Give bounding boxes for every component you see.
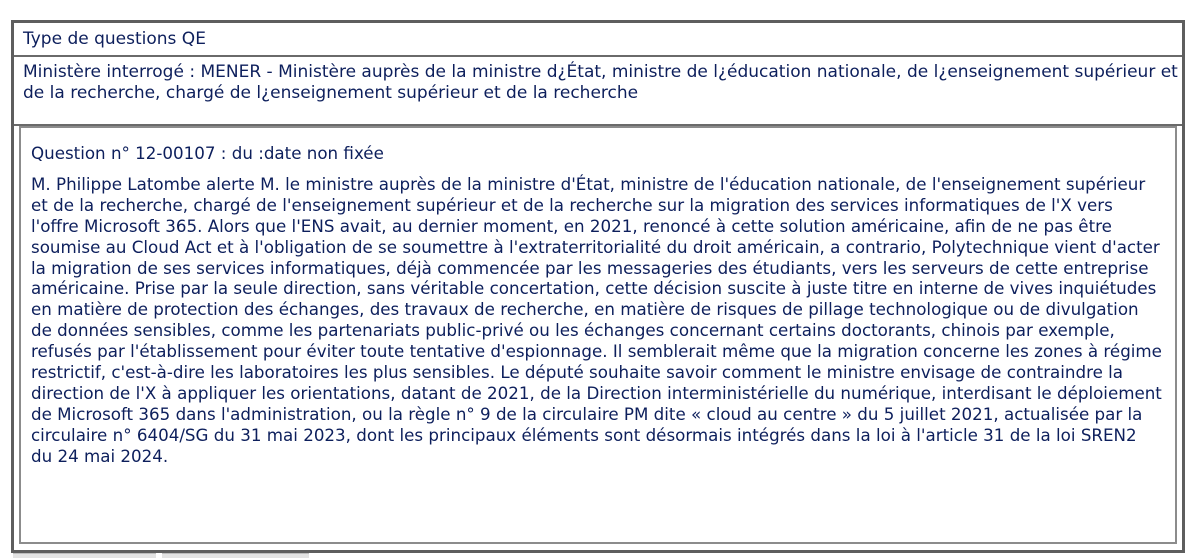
- question-type-row: [14, 23, 1182, 57]
- question-type-text: Type de questions QE: [23, 29, 206, 49]
- ministry-text: Ministère interrogé : MENER - Ministère auprès de la ministre d¿État, ministre de l¿éducation nationale, de l¿enseignement supérieur et de la recherche, chargé de l¿enseignement supérieur et de la recherche: [23, 62, 1178, 103]
- ministry-row: [14, 57, 1182, 126]
- question-record-frame: [11, 20, 1185, 553]
- question-body: M. Philippe Latombe alerte M. le ministre auprès de la ministre d'État, ministre de l'éducation nationale, de l'enseignement supérieur et de la recherche, chargé de l'enseignement supérieur et de la recherche sur la migration des services informatiques de l'X vers l'offre Microsoft 365. Alors que l'ENS avait, au dernier moment, en 2021, renoncé à cette solution américaine, afin de ne pas être soumise au Cloud Act et à l'obligation de se soumettre à l'extraterritorialité du droit américain, a contrario, Polytechnique vient d'acter la migration de ses services informatiques, déjà commencée par les messageries des étudiants, vers les serveurs de cette entreprise américaine. Prise par la seule direction, sans véritable concertation, cette décision suscite à juste titre en interne de vives inquiétudes en matière de protection des échanges, des travaux de recherche, en matière de risques de pillage technologique ou de divulgation de données sensibles, comme les partenariats public-privé ou les échanges concernant certains doctorants, chinois par exemple, refusés par l'établissement pour éviter toute tentative d'espionnage. Il semblerait même que la migration concerne les zones à régime restrictif, c'est-à-dire les laboratoires les plus sensibles. Le député souhaite savoir comment le ministre envisage de contraindre la direction de l'X à appliquer les orientations, datant de 2021, de la Direction interministérielle du numérique, interdisant le déploiement de Microsoft 365 dans l'administration, ou la règle n° 9 de la circulaire PM dite « cloud au centre » du 5 juillet 2021, actualisée par la circulaire n° 6404/SG du 31 mai 2023, dont les principaux éléments sont désormais intégrés dans la loi à l'article 31 de la loi SREN2 du 24 mai 2024.: [31, 173, 1162, 466]
- question-box: [19, 126, 1177, 544]
- question-header: Question n° 12-00107 : du :date non fixée: [31, 143, 384, 163]
- tab-right[interactable]: [162, 553, 309, 558]
- tab-left[interactable]: [13, 553, 156, 558]
